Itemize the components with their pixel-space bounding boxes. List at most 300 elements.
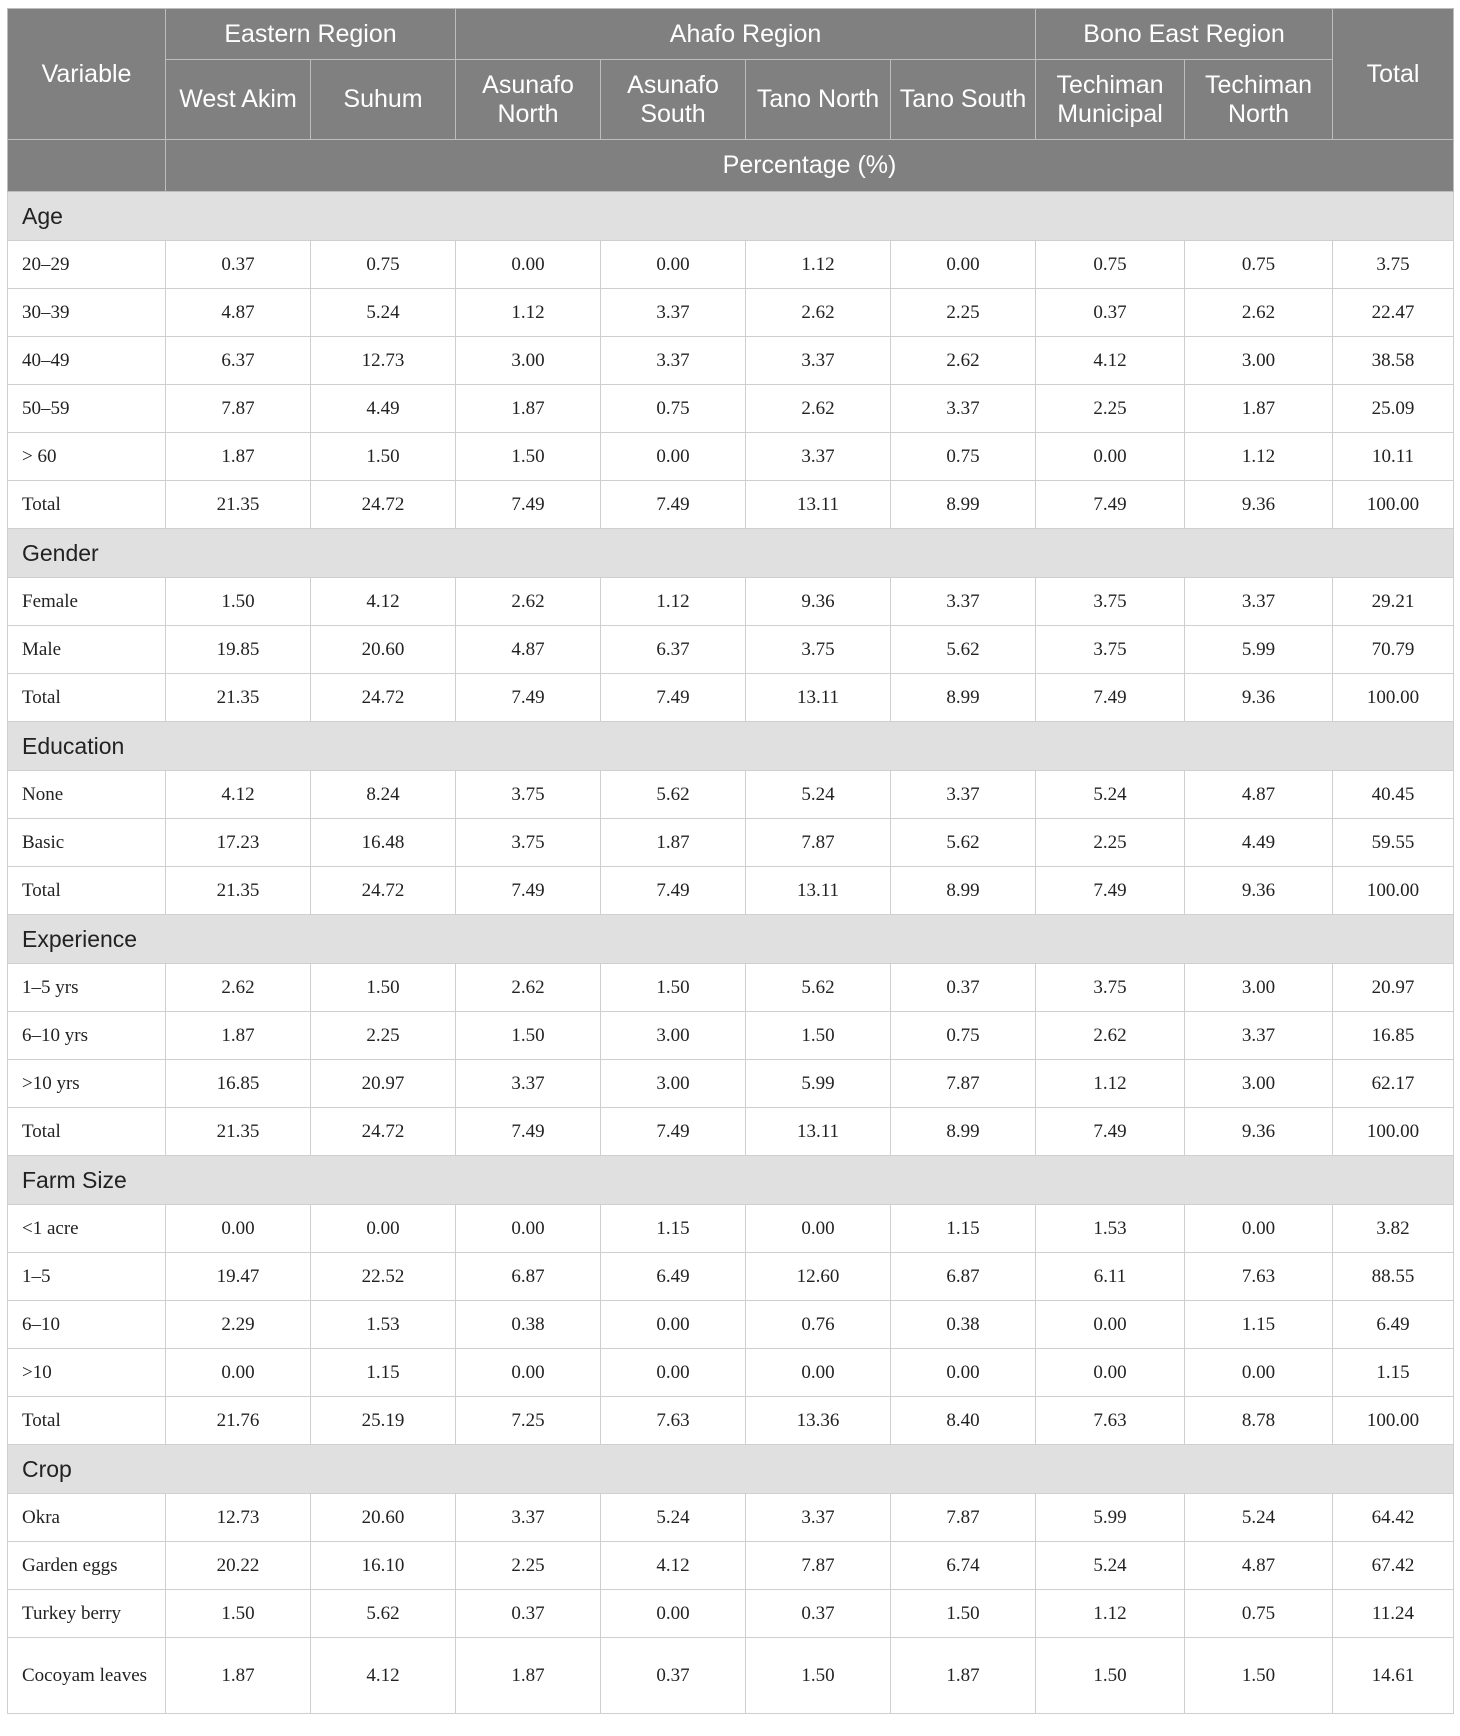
value-cell: 3.75 bbox=[456, 771, 601, 819]
row-label: 1–5 bbox=[8, 1253, 166, 1301]
table-row bbox=[8, 1590, 1454, 1638]
value-cell: 5.24 bbox=[1036, 771, 1185, 819]
value-cell: 2.25 bbox=[311, 1012, 456, 1060]
value-cell: 3.37 bbox=[456, 1494, 601, 1542]
value-cell: 2.25 bbox=[891, 289, 1036, 337]
row-label: 40–49 bbox=[8, 337, 166, 385]
section-row bbox=[8, 529, 1454, 578]
value-cell: 2.25 bbox=[1036, 385, 1185, 433]
district-header: Techiman Municipal bbox=[1036, 60, 1185, 140]
value-cell: 0.37 bbox=[601, 1638, 746, 1714]
value-cell: 8.99 bbox=[891, 1108, 1036, 1156]
row-total-cell: 59.55 bbox=[1333, 819, 1454, 867]
value-cell: 2.29 bbox=[166, 1301, 311, 1349]
value-cell: 3.37 bbox=[1185, 1012, 1333, 1060]
value-cell: 3.00 bbox=[456, 337, 601, 385]
value-cell: 1.50 bbox=[456, 433, 601, 481]
value-cell: 4.49 bbox=[311, 385, 456, 433]
row-label: Total bbox=[8, 481, 166, 529]
district-header: Asunafo South bbox=[601, 60, 746, 140]
value-cell: 16.48 bbox=[311, 819, 456, 867]
table-row bbox=[8, 1494, 1454, 1542]
value-cell: 0.37 bbox=[166, 241, 311, 289]
value-cell: 24.72 bbox=[311, 481, 456, 529]
value-cell: 7.49 bbox=[456, 867, 601, 915]
value-cell: 8.40 bbox=[891, 1397, 1036, 1445]
value-cell: 3.37 bbox=[891, 385, 1036, 433]
value-cell: 24.72 bbox=[311, 1108, 456, 1156]
section-row bbox=[8, 1156, 1454, 1205]
value-cell: 7.87 bbox=[891, 1060, 1036, 1108]
table-row bbox=[8, 771, 1454, 819]
section-title: Gender bbox=[8, 529, 1454, 578]
table-header bbox=[8, 9, 1454, 192]
value-cell: 3.00 bbox=[601, 1012, 746, 1060]
total-header: Total bbox=[1333, 9, 1454, 140]
value-cell: 9.36 bbox=[746, 578, 891, 626]
value-cell: 1.15 bbox=[891, 1205, 1036, 1253]
value-cell: 1.50 bbox=[746, 1638, 891, 1714]
value-cell: 1.12 bbox=[746, 241, 891, 289]
value-cell: 1.87 bbox=[456, 1638, 601, 1714]
row-label: Total bbox=[8, 1397, 166, 1445]
value-cell: 0.00 bbox=[601, 1349, 746, 1397]
value-cell: 0.75 bbox=[1185, 1590, 1333, 1638]
value-cell: 7.49 bbox=[601, 1108, 746, 1156]
value-cell: 8.24 bbox=[311, 771, 456, 819]
value-cell: 4.12 bbox=[166, 771, 311, 819]
value-cell: 7.25 bbox=[456, 1397, 601, 1445]
value-cell: 0.00 bbox=[746, 1349, 891, 1397]
value-cell: 0.75 bbox=[1185, 241, 1333, 289]
value-cell: 0.75 bbox=[311, 241, 456, 289]
value-cell: 4.87 bbox=[166, 289, 311, 337]
value-cell: 20.60 bbox=[311, 1494, 456, 1542]
value-cell: 7.49 bbox=[1036, 674, 1185, 722]
value-cell: 1.87 bbox=[891, 1638, 1036, 1714]
table-row bbox=[8, 289, 1454, 337]
row-total-cell: 70.79 bbox=[1333, 626, 1454, 674]
table-row bbox=[8, 819, 1454, 867]
value-cell: 3.75 bbox=[1036, 578, 1185, 626]
value-cell: 21.35 bbox=[166, 674, 311, 722]
value-cell: 0.00 bbox=[601, 433, 746, 481]
table-body bbox=[8, 192, 1454, 1714]
value-cell: 20.97 bbox=[311, 1060, 456, 1108]
value-cell: 20.60 bbox=[311, 626, 456, 674]
row-total-cell: 62.17 bbox=[1333, 1060, 1454, 1108]
row-total-cell: 67.42 bbox=[1333, 1542, 1454, 1590]
value-cell: 7.49 bbox=[456, 481, 601, 529]
value-cell: 0.00 bbox=[1185, 1349, 1333, 1397]
value-cell: 4.49 bbox=[1185, 819, 1333, 867]
row-total-cell: 64.42 bbox=[1333, 1494, 1454, 1542]
value-cell: 1.50 bbox=[456, 1012, 601, 1060]
value-cell: 1.50 bbox=[311, 964, 456, 1012]
value-cell: 0.75 bbox=[891, 1012, 1036, 1060]
value-cell: 7.49 bbox=[1036, 481, 1185, 529]
row-label: 1–5 yrs bbox=[8, 964, 166, 1012]
value-cell: 6.37 bbox=[166, 337, 311, 385]
row-total-cell: 25.09 bbox=[1333, 385, 1454, 433]
value-cell: 7.49 bbox=[601, 674, 746, 722]
value-cell: 8.78 bbox=[1185, 1397, 1333, 1445]
value-cell: 0.00 bbox=[456, 241, 601, 289]
value-cell: 0.00 bbox=[166, 1349, 311, 1397]
value-cell: 12.73 bbox=[311, 337, 456, 385]
value-cell: 0.37 bbox=[1036, 289, 1185, 337]
row-total-cell: 6.49 bbox=[1333, 1301, 1454, 1349]
row-label: Turkey berry bbox=[8, 1590, 166, 1638]
value-cell: 16.85 bbox=[166, 1060, 311, 1108]
table-row bbox=[8, 1397, 1454, 1445]
value-cell: 1.50 bbox=[311, 433, 456, 481]
value-cell: 0.00 bbox=[601, 241, 746, 289]
value-cell: 22.52 bbox=[311, 1253, 456, 1301]
row-label: Total bbox=[8, 1108, 166, 1156]
value-cell: 3.00 bbox=[1185, 1060, 1333, 1108]
table-row bbox=[8, 674, 1454, 722]
value-cell: 5.62 bbox=[746, 964, 891, 1012]
row-label: <1 acre bbox=[8, 1205, 166, 1253]
value-cell: 9.36 bbox=[1185, 1108, 1333, 1156]
value-cell: 2.62 bbox=[746, 385, 891, 433]
row-label: >10 bbox=[8, 1349, 166, 1397]
value-cell: 0.00 bbox=[601, 1301, 746, 1349]
value-cell: 0.00 bbox=[746, 1205, 891, 1253]
table-row bbox=[8, 385, 1454, 433]
value-cell: 1.87 bbox=[1185, 385, 1333, 433]
table-row bbox=[8, 1012, 1454, 1060]
value-cell: 2.62 bbox=[891, 337, 1036, 385]
value-cell: 24.72 bbox=[311, 674, 456, 722]
value-cell: 2.62 bbox=[456, 578, 601, 626]
row-total-cell: 100.00 bbox=[1333, 1397, 1454, 1445]
value-cell: 5.24 bbox=[311, 289, 456, 337]
value-cell: 0.00 bbox=[1185, 1205, 1333, 1253]
value-cell: 7.87 bbox=[891, 1494, 1036, 1542]
row-total-cell: 100.00 bbox=[1333, 481, 1454, 529]
value-cell: 19.47 bbox=[166, 1253, 311, 1301]
value-cell: 2.62 bbox=[166, 964, 311, 1012]
row-label: Total bbox=[8, 867, 166, 915]
row-total-cell: 100.00 bbox=[1333, 1108, 1454, 1156]
unit-header: Percentage (%) bbox=[166, 140, 1454, 192]
value-cell: 4.12 bbox=[1036, 337, 1185, 385]
value-cell: 1.15 bbox=[311, 1349, 456, 1397]
value-cell: 3.75 bbox=[1036, 626, 1185, 674]
table-row bbox=[8, 867, 1454, 915]
value-cell: 1.15 bbox=[601, 1205, 746, 1253]
value-cell: 0.37 bbox=[456, 1590, 601, 1638]
value-cell: 5.24 bbox=[1036, 1542, 1185, 1590]
value-cell: 1.50 bbox=[166, 578, 311, 626]
value-cell: 0.00 bbox=[1036, 433, 1185, 481]
value-cell: 7.63 bbox=[601, 1397, 746, 1445]
section-row bbox=[8, 192, 1454, 241]
row-label: Female bbox=[8, 578, 166, 626]
table-row bbox=[8, 337, 1454, 385]
section-row bbox=[8, 1445, 1454, 1494]
value-cell: 16.10 bbox=[311, 1542, 456, 1590]
row-total-cell: 3.82 bbox=[1333, 1205, 1454, 1253]
value-cell: 3.37 bbox=[746, 337, 891, 385]
row-total-cell: 100.00 bbox=[1333, 674, 1454, 722]
value-cell: 8.99 bbox=[891, 481, 1036, 529]
table-row bbox=[8, 433, 1454, 481]
row-total-cell: 100.00 bbox=[1333, 867, 1454, 915]
value-cell: 7.49 bbox=[601, 867, 746, 915]
value-cell: 0.00 bbox=[1036, 1301, 1185, 1349]
value-cell: 3.00 bbox=[1185, 964, 1333, 1012]
value-cell: 1.12 bbox=[1036, 1590, 1185, 1638]
value-cell: 21.35 bbox=[166, 1108, 311, 1156]
row-total-cell: 29.21 bbox=[1333, 578, 1454, 626]
district-header: Tano South bbox=[891, 60, 1036, 140]
value-cell: 9.36 bbox=[1185, 674, 1333, 722]
row-total-cell: 16.85 bbox=[1333, 1012, 1454, 1060]
value-cell: 5.24 bbox=[1185, 1494, 1333, 1542]
value-cell: 0.37 bbox=[746, 1590, 891, 1638]
value-cell: 6.74 bbox=[891, 1542, 1036, 1590]
value-cell: 7.49 bbox=[456, 674, 601, 722]
row-total-cell: 14.61 bbox=[1333, 1638, 1454, 1714]
value-cell: 7.49 bbox=[601, 481, 746, 529]
value-cell: 1.87 bbox=[601, 819, 746, 867]
value-cell: 5.62 bbox=[601, 771, 746, 819]
value-cell: 13.36 bbox=[746, 1397, 891, 1445]
row-label: Total bbox=[8, 674, 166, 722]
table-row bbox=[8, 1108, 1454, 1156]
value-cell: 21.76 bbox=[166, 1397, 311, 1445]
value-cell: 5.99 bbox=[1185, 626, 1333, 674]
row-total-cell: 10.11 bbox=[1333, 433, 1454, 481]
value-cell: 9.36 bbox=[1185, 481, 1333, 529]
district-header: Techiman North bbox=[1185, 60, 1333, 140]
value-cell: 1.12 bbox=[456, 289, 601, 337]
value-cell: 12.60 bbox=[746, 1253, 891, 1301]
row-label: Cocoyam leaves bbox=[8, 1638, 166, 1714]
value-cell: 1.87 bbox=[166, 1638, 311, 1714]
table-row bbox=[8, 481, 1454, 529]
value-cell: 4.87 bbox=[456, 626, 601, 674]
value-cell: 4.12 bbox=[311, 1638, 456, 1714]
value-cell: 0.38 bbox=[891, 1301, 1036, 1349]
value-cell: 1.53 bbox=[311, 1301, 456, 1349]
value-cell: 2.62 bbox=[746, 289, 891, 337]
value-cell: 3.37 bbox=[746, 1494, 891, 1542]
row-label: None bbox=[8, 771, 166, 819]
row-total-cell: 1.15 bbox=[1333, 1349, 1454, 1397]
value-cell: 7.49 bbox=[456, 1108, 601, 1156]
variable-header: Variable bbox=[8, 9, 166, 140]
table-row bbox=[8, 1301, 1454, 1349]
value-cell: 21.35 bbox=[166, 867, 311, 915]
value-cell: 7.49 bbox=[1036, 867, 1185, 915]
row-label: 6–10 yrs bbox=[8, 1012, 166, 1060]
value-cell: 3.37 bbox=[601, 337, 746, 385]
table-row bbox=[8, 626, 1454, 674]
value-cell: 1.12 bbox=[601, 578, 746, 626]
value-cell: 5.24 bbox=[601, 1494, 746, 1542]
value-cell: 0.00 bbox=[1036, 1349, 1185, 1397]
value-cell: 7.63 bbox=[1036, 1397, 1185, 1445]
row-total-cell: 20.97 bbox=[1333, 964, 1454, 1012]
value-cell: 2.62 bbox=[1185, 289, 1333, 337]
row-label: 50–59 bbox=[8, 385, 166, 433]
value-cell: 4.87 bbox=[1185, 1542, 1333, 1590]
value-cell: 6.87 bbox=[456, 1253, 601, 1301]
value-cell: 25.19 bbox=[311, 1397, 456, 1445]
value-cell: 3.37 bbox=[891, 771, 1036, 819]
value-cell: 5.24 bbox=[746, 771, 891, 819]
row-total-cell: 22.47 bbox=[1333, 289, 1454, 337]
value-cell: 1.12 bbox=[1185, 433, 1333, 481]
section-title: Farm Size bbox=[8, 1156, 1454, 1205]
value-cell: 1.50 bbox=[166, 1590, 311, 1638]
value-cell: 7.63 bbox=[1185, 1253, 1333, 1301]
table-row bbox=[8, 1638, 1454, 1714]
value-cell: 6.49 bbox=[601, 1253, 746, 1301]
value-cell: 5.62 bbox=[891, 819, 1036, 867]
value-cell: 3.37 bbox=[746, 433, 891, 481]
value-cell: 0.76 bbox=[746, 1301, 891, 1349]
value-cell: 5.62 bbox=[891, 626, 1036, 674]
row-label: Garden eggs bbox=[8, 1542, 166, 1590]
value-cell: 4.12 bbox=[601, 1542, 746, 1590]
district-header: Asunafo North bbox=[456, 60, 601, 140]
value-cell: 5.99 bbox=[1036, 1494, 1185, 1542]
value-cell: 21.35 bbox=[166, 481, 311, 529]
value-cell: 1.12 bbox=[1036, 1060, 1185, 1108]
value-cell: 0.75 bbox=[1036, 241, 1185, 289]
value-cell: 2.25 bbox=[1036, 819, 1185, 867]
value-cell: 1.87 bbox=[166, 1012, 311, 1060]
value-cell: 1.50 bbox=[891, 1590, 1036, 1638]
value-cell: 3.37 bbox=[601, 289, 746, 337]
row-label: Male bbox=[8, 626, 166, 674]
value-cell: 1.87 bbox=[456, 385, 601, 433]
row-total-cell: 88.55 bbox=[1333, 1253, 1454, 1301]
table-row bbox=[8, 241, 1454, 289]
value-cell: 1.15 bbox=[1185, 1301, 1333, 1349]
section-title: Age bbox=[8, 192, 1454, 241]
value-cell: 1.50 bbox=[601, 964, 746, 1012]
value-cell: 9.36 bbox=[1185, 867, 1333, 915]
row-total-cell: 3.75 bbox=[1333, 241, 1454, 289]
value-cell: 3.00 bbox=[1185, 337, 1333, 385]
value-cell: 8.99 bbox=[891, 674, 1036, 722]
value-cell: 6.11 bbox=[1036, 1253, 1185, 1301]
value-cell: 1.50 bbox=[1036, 1638, 1185, 1714]
district-header: Tano North bbox=[746, 60, 891, 140]
value-cell: 2.25 bbox=[456, 1542, 601, 1590]
section-title: Crop bbox=[8, 1445, 1454, 1494]
value-cell: 1.50 bbox=[1185, 1638, 1333, 1714]
region-header-eastern: Eastern Region bbox=[166, 9, 456, 60]
value-cell: 0.75 bbox=[601, 385, 746, 433]
value-cell: 1.87 bbox=[166, 433, 311, 481]
row-total-cell: 11.24 bbox=[1333, 1590, 1454, 1638]
value-cell: 0.00 bbox=[456, 1205, 601, 1253]
value-cell: 1.53 bbox=[1036, 1205, 1185, 1253]
section-row bbox=[8, 915, 1454, 964]
value-cell: 3.00 bbox=[601, 1060, 746, 1108]
demographics-table bbox=[7, 8, 1454, 1714]
value-cell: 0.00 bbox=[456, 1349, 601, 1397]
region-header-ahafo: Ahafo Region bbox=[456, 9, 1036, 60]
value-cell: 0.75 bbox=[891, 433, 1036, 481]
row-label: Okra bbox=[8, 1494, 166, 1542]
value-cell: 13.11 bbox=[746, 481, 891, 529]
value-cell: 13.11 bbox=[746, 867, 891, 915]
value-cell: 0.00 bbox=[891, 1349, 1036, 1397]
value-cell: 0.37 bbox=[891, 964, 1036, 1012]
table-row bbox=[8, 964, 1454, 1012]
value-cell: 5.62 bbox=[311, 1590, 456, 1638]
table-row bbox=[8, 1542, 1454, 1590]
row-label: Basic bbox=[8, 819, 166, 867]
value-cell: 17.23 bbox=[166, 819, 311, 867]
value-cell: 4.87 bbox=[1185, 771, 1333, 819]
value-cell: 3.37 bbox=[456, 1060, 601, 1108]
value-cell: 0.00 bbox=[601, 1590, 746, 1638]
region-header-bono-east: Bono East Region bbox=[1036, 9, 1333, 60]
row-label: 30–39 bbox=[8, 289, 166, 337]
value-cell: 3.37 bbox=[1185, 578, 1333, 626]
table-row bbox=[8, 1060, 1454, 1108]
row-label: >10 yrs bbox=[8, 1060, 166, 1108]
table-row bbox=[8, 1253, 1454, 1301]
table-row bbox=[8, 1205, 1454, 1253]
value-cell: 7.87 bbox=[166, 385, 311, 433]
row-total-cell: 40.45 bbox=[1333, 771, 1454, 819]
section-row bbox=[8, 722, 1454, 771]
value-cell: 3.75 bbox=[456, 819, 601, 867]
row-label: > 60 bbox=[8, 433, 166, 481]
table-row bbox=[8, 1349, 1454, 1397]
district-header: West Akim bbox=[166, 60, 311, 140]
section-title: Education bbox=[8, 722, 1454, 771]
value-cell: 8.99 bbox=[891, 867, 1036, 915]
row-total-cell: 38.58 bbox=[1333, 337, 1454, 385]
value-cell: 0.00 bbox=[166, 1205, 311, 1253]
value-cell: 24.72 bbox=[311, 867, 456, 915]
value-cell: 12.73 bbox=[166, 1494, 311, 1542]
value-cell: 6.37 bbox=[601, 626, 746, 674]
value-cell: 13.11 bbox=[746, 674, 891, 722]
value-cell: 13.11 bbox=[746, 1108, 891, 1156]
value-cell: 0.00 bbox=[311, 1205, 456, 1253]
table-row bbox=[8, 578, 1454, 626]
value-cell: 19.85 bbox=[166, 626, 311, 674]
section-title: Experience bbox=[8, 915, 1454, 964]
value-cell: 7.49 bbox=[1036, 1108, 1185, 1156]
row-label: 20–29 bbox=[8, 241, 166, 289]
district-header: Suhum bbox=[311, 60, 456, 140]
value-cell: 4.12 bbox=[311, 578, 456, 626]
value-cell: 3.37 bbox=[891, 578, 1036, 626]
value-cell: 3.75 bbox=[746, 626, 891, 674]
value-cell: 0.00 bbox=[891, 241, 1036, 289]
value-cell: 5.99 bbox=[746, 1060, 891, 1108]
value-cell: 3.75 bbox=[1036, 964, 1185, 1012]
value-cell: 6.87 bbox=[891, 1253, 1036, 1301]
row-label: 6–10 bbox=[8, 1301, 166, 1349]
value-cell: 2.62 bbox=[456, 964, 601, 1012]
value-cell: 2.62 bbox=[1036, 1012, 1185, 1060]
value-cell: 0.38 bbox=[456, 1301, 601, 1349]
